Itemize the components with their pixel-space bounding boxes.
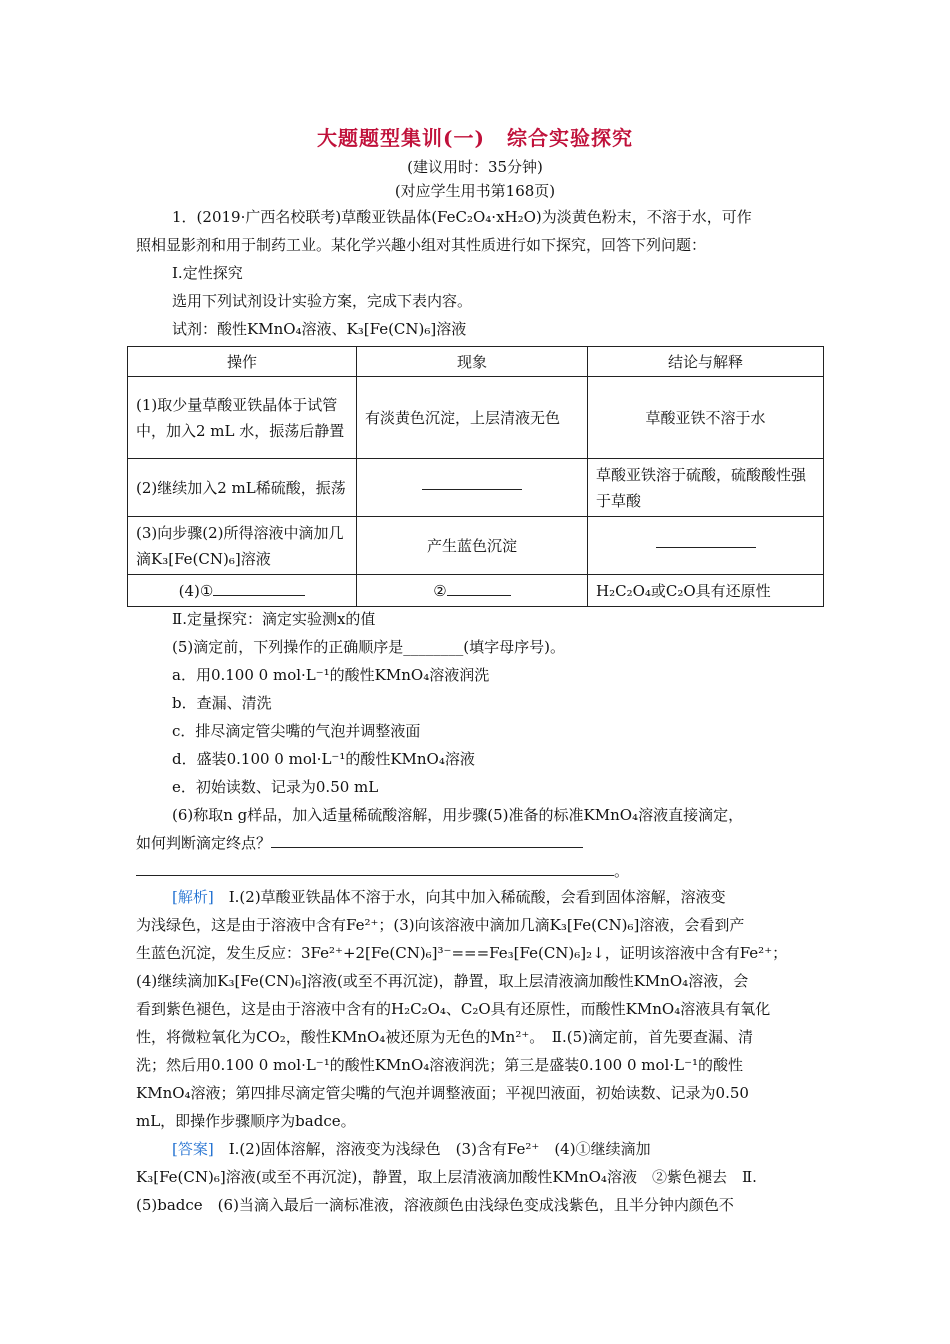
table-cell: (3)向步骤(2)所得溶液中滴加几滴K₃[Fe(CN)₆]溶液: [128, 517, 357, 575]
section-1-heading: Ⅰ.定性探究: [172, 264, 243, 282]
analysis-text: Ⅰ.(2)草酸亚铁晶体不溶于水，向其中加入稀硫酸，会看到固体溶解，溶液变: [228, 888, 726, 906]
answer-line: (5)badce (6)当滴入最后一滴标准液，溶液颜色由浅绿色变成浅紫色，且半分钟内颜色不: [136, 1196, 734, 1214]
answer-blank[interactable]: [656, 546, 756, 548]
table-cell: H₂C₂O₄或C₂O具有还原性: [588, 575, 824, 607]
analysis-line: 性，将微粒氧化为CO₂，酸性KMnO₄被还原为无色的Mn²⁺。 Ⅱ.(5)滴定前，首先要查漏、清: [136, 1028, 753, 1046]
table-cell: [128, 575, 357, 607]
table-row: [128, 517, 824, 575]
question-6-line-1: (6)称取n g样品，加入适量稀硫酸溶解，用步骤(5)准备的标准KMnO₄溶液直接滴定，: [172, 806, 744, 824]
table-cell: 草酸亚铁不溶于水: [588, 377, 824, 459]
question-6-line-3: [136, 860, 826, 882]
table-header: 结论与解释: [588, 347, 824, 377]
option-c: c．排尽滴定管尖嘴的气泡并调整液面: [172, 722, 421, 740]
table-cell-label: (4)①: [178, 581, 214, 600]
analysis-line: 洗；然后用0.100 0 mol·L⁻¹的酸性KMnO₄溶液润洗；第三是盛装0.100 0 mol·L⁻¹的酸性: [136, 1056, 744, 1074]
analysis-line: 为浅绿色，这是由于溶液中含有Fe²⁺；(3)向该溶液中滴加几滴K₃[Fe(CN)₆]溶液，会看到产: [136, 916, 745, 934]
table-cell-label: ②: [433, 581, 447, 600]
question-1-line-1: 1．(2019·广西名校联考)草酸亚铁晶体(FeC₂O₄·xH₂O)为淡黄色粉末，不溶于水，可作: [172, 208, 752, 226]
section-2-heading: Ⅱ.定量探究：滴定实验测x的值: [172, 610, 376, 628]
answer-blank[interactable]: [213, 581, 305, 596]
answer-blank[interactable]: [271, 833, 583, 848]
table-header: 现象: [357, 347, 588, 377]
table-row: [128, 459, 824, 517]
table-cell: 草酸亚铁溶于硫酸，硫酸酸性强于草酸: [588, 459, 824, 517]
question-6-prompt: 如何判断滴定终点？: [136, 834, 272, 852]
answer-blank-cell: [357, 459, 588, 517]
table-row: [128, 377, 824, 459]
analysis-line: 生蓝色沉淀，发生反应：3Fe²⁺+2[Fe(CN)₆]³⁻===Fe₃[Fe(CN)₆]₂↓，证明该溶液中含有Fe²⁺；: [136, 944, 788, 962]
answer-blank[interactable]: [136, 861, 614, 876]
analysis-line: [172, 886, 826, 908]
answer-blank-cell: [588, 517, 824, 575]
reagents-line: 试剂：酸性KMnO₄溶液、K₃[Fe(CN)₆]溶液: [172, 320, 467, 338]
question-6-end: 。: [614, 862, 630, 880]
analysis-tag: [解析]: [172, 888, 214, 906]
table-cell: (2)继续加入2 mL稀硫酸，振荡: [128, 459, 357, 517]
design-instruction: 选用下列试剂设计实验方案，完成下表内容。: [172, 292, 473, 310]
option-e: e．初始读数、记录为0.50 mL: [172, 778, 379, 796]
answer-blank[interactable]: [447, 581, 511, 596]
question-1-line-2: 照相显影剂和用于制药工业。某化学兴趣小组对其性质进行如下探究，回答下列问题：: [136, 236, 707, 254]
analysis-line: 看到紫色褪色，这是由于溶液中含有的H₂C₂O₄、C₂O具有还原性，而酸性KMnO₄溶液具有氧化: [136, 1000, 771, 1018]
question-5: (5)滴定前，下列操作的正确顺序是________(填字母序号)。: [172, 638, 565, 656]
answer-blank[interactable]: [422, 488, 522, 490]
table-cell: (1)取少量草酸亚铁晶体于试管中，加入2 mL 水，振荡后静置: [128, 377, 357, 459]
answer-tag: [答案]: [172, 1140, 214, 1158]
title-part2: 综合实验探究: [506, 126, 633, 150]
table-cell: [357, 575, 588, 607]
experiment-table: [127, 346, 824, 607]
option-b: b．查漏、清洗: [172, 694, 272, 712]
option-d: d．盛装0.100 0 mol·L⁻¹的酸性KMnO₄溶液: [172, 750, 475, 768]
analysis-line: (4)继续滴加K₃[Fe(CN)₆]溶液(或至不再沉淀)，静置，取上层清液滴加酸性KMnO₄溶液，会: [136, 972, 749, 990]
table-header-row: [128, 347, 824, 377]
page-title: [0, 122, 950, 151]
analysis-line: mL，即操作步骤顺序为badce。: [136, 1112, 356, 1130]
question-6-line-2: [136, 832, 826, 854]
answer-text: Ⅰ.(2)固体溶解，溶液变为浅绿色 (3)含有Fe²⁺ (4)①继续滴加: [228, 1140, 651, 1158]
table-cell: 有淡黄色沉淀，上层清液无色: [357, 377, 588, 459]
suggested-time: (建议用时：35分钟): [407, 158, 543, 176]
book-reference: (对应学生用书第168页): [394, 182, 556, 200]
answer-line: [172, 1138, 826, 1160]
table-row: [128, 575, 824, 607]
table-header: 操作: [128, 347, 357, 377]
table-cell: 产生蓝色沉淀: [357, 517, 588, 575]
option-a: a．用0.100 0 mol·L⁻¹的酸性KMnO₄溶液润洗: [172, 666, 490, 684]
answer-line: K₃[Fe(CN)₆]溶液(或至不再沉淀)，静置，取上层清液滴加酸性KMnO₄溶液 ②紫色褪去 Ⅱ.: [136, 1168, 757, 1186]
analysis-line: KMnO₄溶液；第四排尽滴定管尖嘴的气泡并调整液面；平视凹液面，初始读数、记录为0.50: [136, 1084, 749, 1102]
title-part1: 大题题型集训(一): [317, 126, 485, 150]
